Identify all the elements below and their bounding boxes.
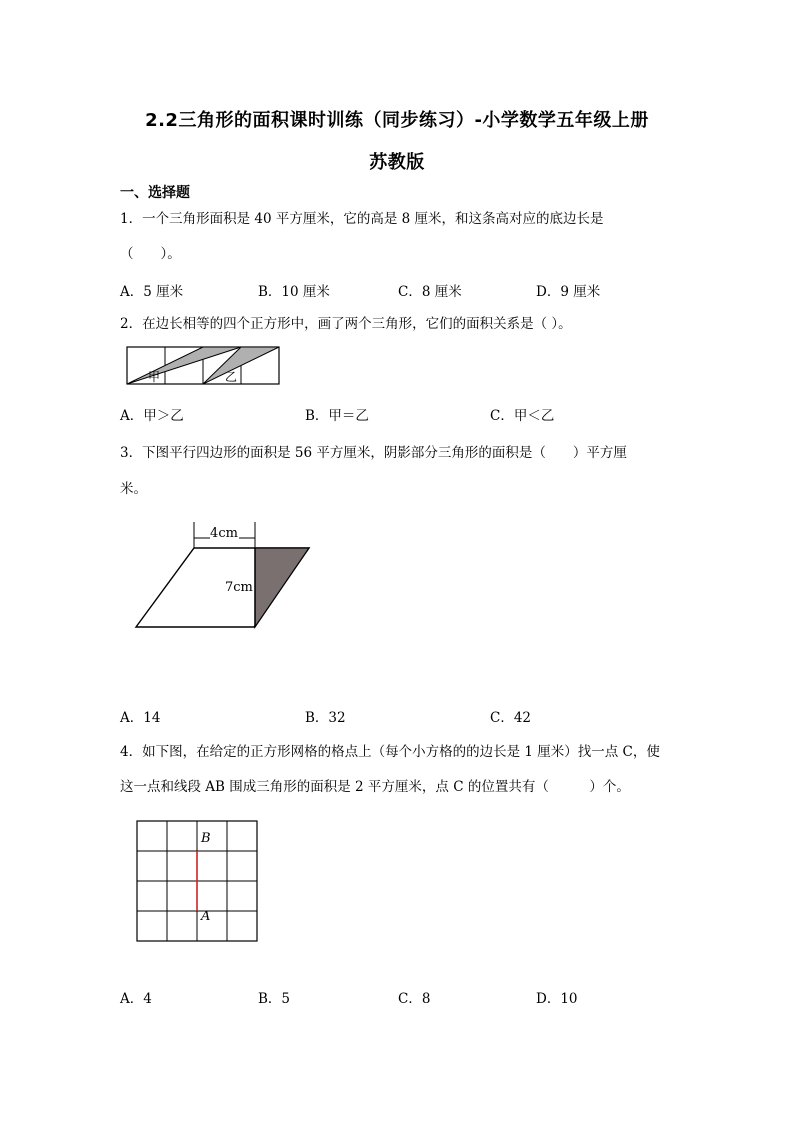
q1-option-d: D．9 厘米 (536, 284, 601, 300)
q3-parallelogram-figure (134, 520, 314, 630)
q3-stem-line2: 米。 (120, 481, 147, 497)
q4-grid-figure (134, 818, 260, 944)
q2-label-yi: 乙 (225, 370, 238, 384)
q3-option-a: A．14 (120, 710, 161, 726)
q3-shaded-triangle (255, 548, 309, 627)
q2-option-b: B．甲＝乙 (305, 408, 369, 424)
q3-option-c: C．42 (490, 710, 532, 726)
q3-option-b: B．32 (305, 710, 346, 726)
q2-label-jia: 甲 (148, 370, 161, 384)
q1-stem-line2: （ ）。 (120, 246, 181, 262)
q4-option-b: B．5 (258, 991, 291, 1007)
q4-stem-line1: 4．如下图，在给定的正方形网格的格点上（每个小方格的的边长是 1 厘米）找一点 C，使 (120, 744, 660, 760)
q4-option-c: C．8 (398, 991, 431, 1007)
page-title: 2.2三角形的面积课时训练（同步练习）-小学数学五年级上册 (145, 110, 649, 131)
q4-option-d: D．10 (536, 991, 578, 1007)
q2-squares-figure (126, 346, 280, 386)
q1-option-a: A．5 厘米 (120, 284, 184, 300)
q3-label-height: 7cm (225, 580, 253, 595)
q4-label-a: A (201, 909, 211, 924)
q2-option-c: C．甲＜乙 (490, 408, 555, 424)
q4-option-a: A．4 (120, 991, 152, 1007)
q4-stem-line2: 这一点和线段 AB 围成三角形的面积是 2 平方厘米，点 C 的位置共有（ ）个。 (120, 779, 630, 795)
q1-option-c: C．8 厘米 (398, 284, 462, 300)
q2-stem-line1: 2．在边长相等的四个正方形中，画了两个三角形，它们的面积关系是（ ）。 (120, 316, 572, 332)
q3-label-top: 4cm (210, 526, 238, 541)
q4-label-b: B (201, 831, 211, 846)
q3-stem-line1: 3．下图平行四边形的面积是 56 平方厘米，阴影部分三角形的面积是（ ）平方厘 (120, 445, 627, 461)
q1-option-b: B．10 厘米 (258, 284, 330, 300)
q1-stem-line1: 1．一个三角形面积是 40 平方厘米，它的高是 8 厘米，和这条高对应的底边长是 (120, 211, 604, 227)
section-heading: 一、选择题 (120, 185, 190, 201)
page-subtitle: 苏教版 (369, 152, 425, 173)
q2-option-a: A．甲＞乙 (120, 408, 184, 424)
